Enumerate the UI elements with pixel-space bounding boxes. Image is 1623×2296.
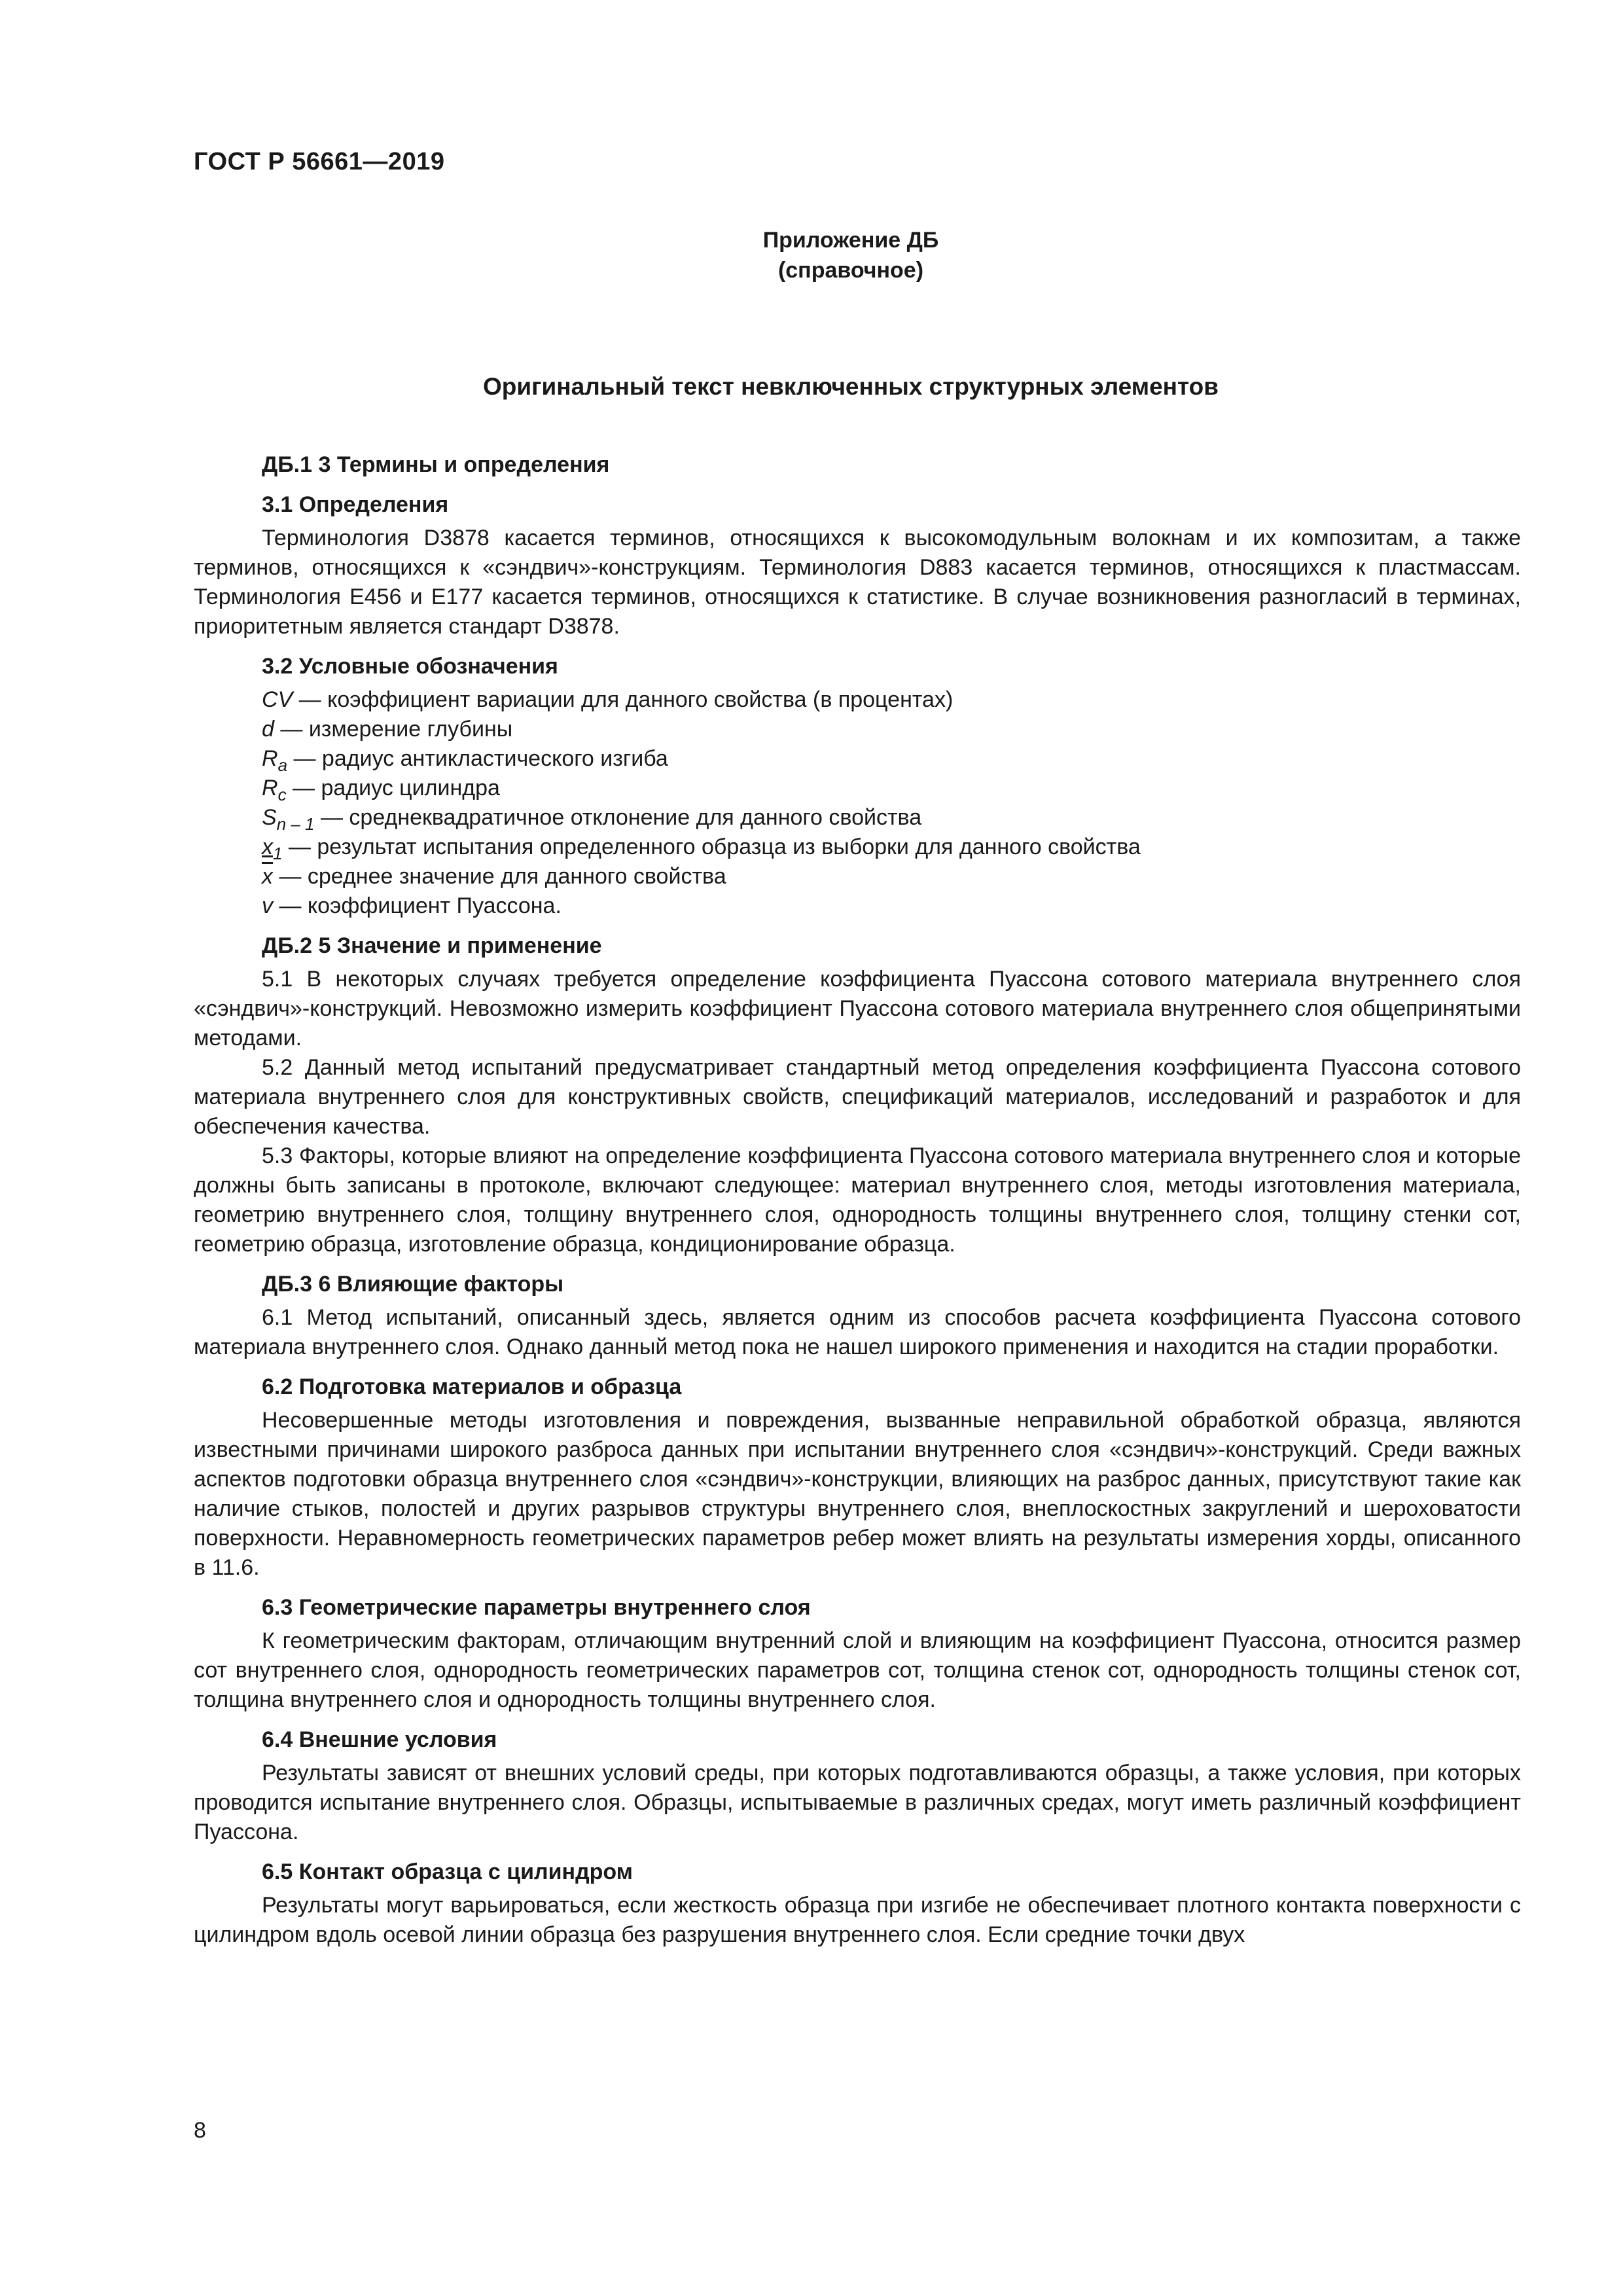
symbol-item: CV — коэффициент вариации для данного свойства (в процентах) (262, 687, 954, 712)
annex-type: (справочное) (777, 258, 924, 283)
standard-designation: ГОСТ Р 56661—2019 (194, 148, 445, 175)
symbol-item: v — коэффициент Пуассона. (262, 893, 562, 918)
section-heading-db3: ДБ.3 6 Влияющие факторы (262, 1272, 564, 1297)
symbol-item: $S_{n - 1}$ — среднеквадратичное отклонение для данного свойства (262, 805, 922, 834)
section-heading-3-1: 3.1 Определения (262, 492, 449, 517)
symbol-item: d — измерение глубины (262, 717, 513, 742)
paragraph-5-3: 5.3 Факторы, которые влияют на определение коэффициента Пуассона сотового материала внутреннего слоя и которые должны быть записаны в протоколе, включают следующее: материал внутреннего слоя, методы изготовления материала, геометрию внутреннего слоя, толщину внутреннего слоя, однородность толщины внутреннего слоя, толщину стенки сот, геометрию образца, изготовление образца, кондиционирование образца. (194, 1143, 1521, 1257)
paragraph-5-2: 5.2 Данный метод испытаний предусматривает стандартный метод определения коэффициента Пуассона сотового материала внутреннего слоя для конструктивных свойств, спецификаций материалов, исследований и разработок и для обеспечения качества. (194, 1055, 1521, 1139)
symbol-list (194, 685, 1521, 921)
section-heading-db1: ДБ.1 3 Термины и определения (262, 452, 610, 477)
annex-label: Приложение ДБ (762, 228, 939, 253)
page-title: Оригинальный текст невключенных структурных элементов (482, 373, 1219, 400)
section-heading-6-4: 6.4 Внешние условия (262, 1727, 497, 1752)
section-heading-6-2: 6.2 Подготовка материалов и образца (262, 1374, 682, 1399)
paragraph-6-3: К геометрическим факторам, отличающим внутренний слой и влияющим на коэффициент Пуассона, относится размер сот внутреннего слоя, однородность геометрических параметров сот, толщина стенок сот, однородность толщины стенок сот, толщина внутреннего слоя и однородность толщины внутреннего слоя. (194, 1628, 1521, 1712)
paragraph-6-4: Результаты зависят от внешних условий среды, при которых подготавливаются образцы, а также условия, при которых проводится испытание внутреннего слоя. Образцы, испытываемые в различных средах, могут иметь различный коэффициент Пуассона. (194, 1761, 1521, 1844)
section-heading-3-2: 3.2 Условные обозначения (262, 654, 558, 679)
symbol-item: $\overline{x}$ — среднее значение для данного свойства (262, 864, 726, 889)
section-heading-6-5: 6.5 Контакт образца с цилиндром (262, 1859, 633, 1884)
annex-header (0, 225, 1623, 285)
document-body (194, 450, 1521, 1950)
paragraph-6-1: 6.1 Метод испытаний, описанный здесь, является одним из способов расчета коэффициента Пуассона сотового материала внутреннего слоя. Однако данный метод пока не нашел широкого применения и находится на стадии проработки. (194, 1305, 1521, 1359)
symbol-item: $R_a$ — радиус антикластического изгиба (262, 746, 668, 775)
section-heading-db2: ДБ.2 5 Значение и применение (262, 933, 602, 958)
page-number: 8 (194, 2118, 206, 2143)
symbol-item: $R_c$ — радиус цилиндра (262, 776, 500, 804)
paragraph-6-5: Результаты могут варьироваться, если жесткость образца при изгибе не обеспечивает плотного контакта поверхности с цилиндром вдоль осевой линии образца без разрушения внутреннего слоя. Если средние точки двух (194, 1893, 1521, 1947)
paragraph-5-1: 5.1 В некоторых случаях требуется определение коэффициента Пуассона сотового материала внутреннего слоя «сэндвич»-конструкций. Невозможно измерить коэффициент Пуассона сотового материала внутреннего слоя общепринятыми методами. (194, 967, 1521, 1050)
section-heading-6-3: 6.3 Геометрические параметры внутреннего слоя (262, 1595, 811, 1620)
paragraph-6-2: Несовершенные методы изготовления и повреждения, вызванные неправильной обработкой образца, являются известными причинами широкого разброса данных при испытании внутреннего слоя «сэндвич»-конструкций. Среди важных аспектов подготовки образца внутреннего слоя «сэндвич»-конструкции, влияющих на разброс данных, присутствуют такие как наличие стыков, полостей и других разрывов структуры внутреннего слоя, внеплоскостных закруглений и шероховатости поверхности. Неравномерность геометрических параметров ребер может влиять на результаты измерения хорды, описанного в 11.6. (194, 1408, 1521, 1580)
paragraph-3-1: Терминология D3878 касается терминов, относящихся к высокомодульным волокнам и их композитам, а также терминов, относящихся к «сэндвич»-конструкциям. Терминология D883 касается терминов, относящихся к пластмассам. Терминология Е456 и Е177 касается терминов, относящихся к статистике. В случае возникновения разногласий в терминах, приоритетным является стандарт D3878. (194, 526, 1521, 639)
symbol-item: $x_1$ — результат испытания определенного образца из выборки для данного свойства (262, 834, 1141, 863)
